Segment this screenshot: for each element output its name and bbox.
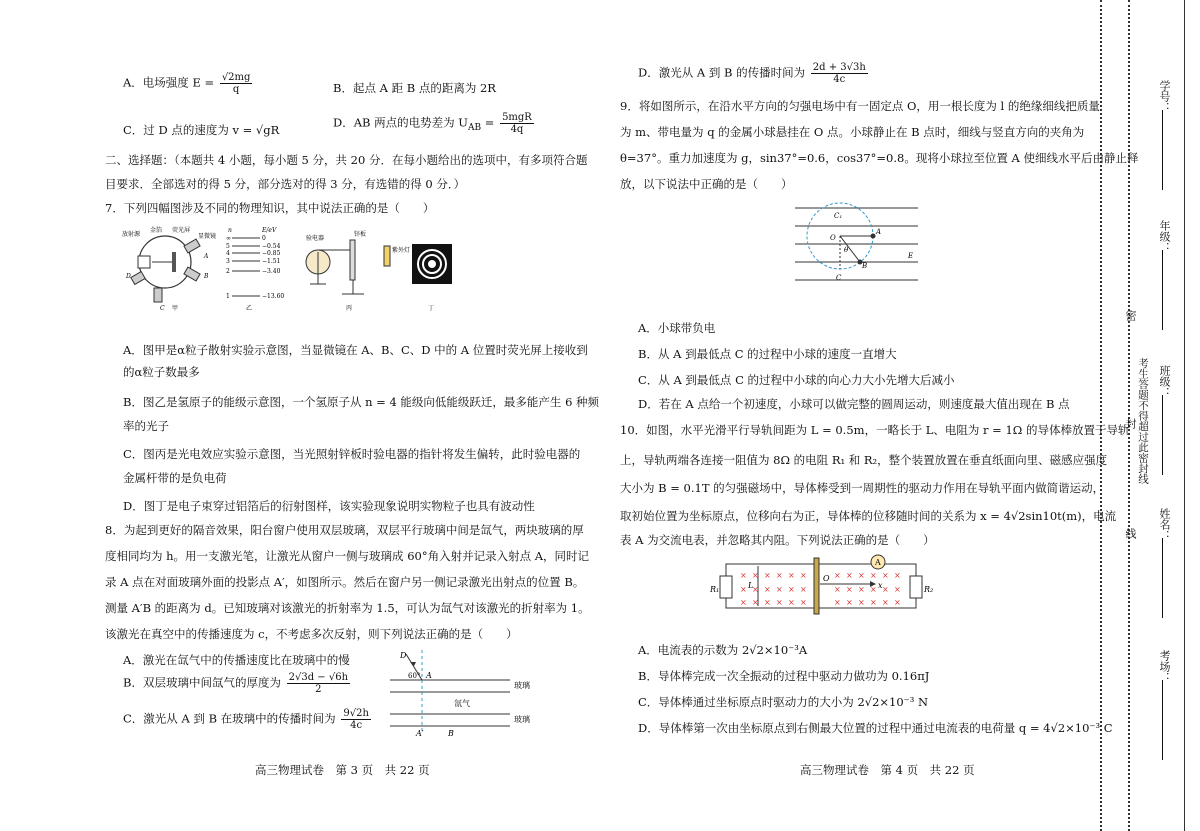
svg-text:×: × [764,571,771,580]
seal-warning: 考生答题不得超过此密封线 [1137,358,1149,484]
q9-stem-2: 为 m、带电量为 q 的金属小球悬挂在 O 点。小球静止在 B 点时，细线与竖直方向的夹角为 [620,125,1085,139]
svg-text:甲: 甲 [172,305,179,312]
svg-text:×: × [800,571,807,580]
svg-text:×: × [800,585,807,594]
q9-option-b: B．从 A 到最低点 C 的过程中小球的速度一直增大 [638,347,897,361]
svg-text:×: × [740,585,747,594]
svg-text:3: 3 [226,258,230,265]
q7-stem: 7．下列四幅图涉及不同的物理知识，其中说法正确的是（ ） [105,201,435,215]
q10-stem-2: 上，导轨两端各连接一阻值为 8Ω 的电阻 R₁ 和 R₂，整个装置放置在垂直纸面向里、磁感应强度 [620,453,1108,467]
svg-text:×: × [752,598,759,607]
svg-text:D: D [126,273,131,280]
svg-text:×: × [764,585,771,594]
svg-text:×: × [858,585,865,594]
svg-text:放射源: 放射源 [122,231,141,238]
q7-option-c-line2: 金属杆带的是负电荷 [123,471,227,485]
svg-text:×: × [800,598,807,607]
figure-energy-levels [226,227,284,312]
svg-text:−0.85: −0.85 [262,250,281,257]
svg-text:B: B [862,262,868,270]
student-id-blank[interactable] [1162,110,1163,190]
svg-text:×: × [870,585,877,594]
q8-stem-1: 8．为起到更好的隔音效果，阳台窗户使用双层玻璃，双层平行玻璃中间是氙气，两块玻璃的厚 [105,523,584,537]
svg-text:丙: 丙 [346,305,353,312]
grade-blank[interactable] [1162,250,1163,330]
q8-stem-2: 度相同均为 h。用一支激光笔，让激光从窗户一侧与玻璃成 60°角入射并记录入射点 A，同时记 [105,549,590,563]
svg-text:A: A [875,558,881,567]
section2-line1: 二、选择题：（本题共 4 小题，每小题 5 分，共 20 分．在每小题给出的选项中，有多项符合题 [105,153,588,167]
name-blank[interactable] [1162,538,1163,618]
svg-text:C: C [160,305,165,312]
q8-stem-5: 该激光在真空中的传播速度为 c，不考虑多次反射，则下列说法正确的是（ ） [105,627,518,641]
svg-text:×: × [834,585,841,594]
q7-option-c-line1: C．图丙是光电效应实验示意图，当光照射锌板时验电器的指针将发生偏转，此时验电器的 [123,447,581,461]
svg-text:×: × [882,598,889,607]
svg-text:荧光屏: 荧光屏 [172,227,191,234]
svg-text:D: D [400,651,407,660]
seal-line-inner [1100,0,1102,831]
svg-text:×: × [740,598,747,607]
svg-text:×: × [776,571,783,580]
svg-text:×: × [776,585,783,594]
figure-electron-diffraction [412,244,452,312]
q9-stem-1: 9．将如图所示，在沿水平方向的匀强电场中有一固定点 O，用一根长度为 l 的绝缘细线把质量 [620,99,1100,113]
svg-text:×: × [882,585,889,594]
q10-stem-1: 10．如图，水平光滑平行导轨间距为 L = 0.5m，一略长于 L、电阻为 r = 1Ω 的导体棒放置于导轨 [620,423,1130,437]
q8-option-b: B．双层玻璃中间氙气的厚度为 $\frac{2√3d - √6h}{2}$ [123,672,349,695]
svg-text:A: A [426,671,432,680]
figure-alpha-scattering [122,226,216,312]
svg-text:×: × [788,571,795,580]
q10-figure [710,548,960,618]
exam-room-blank[interactable] [1162,680,1163,760]
class-blank[interactable] [1162,395,1163,475]
seal-line-outer [1128,0,1130,831]
seal-char-xian: 线 [1124,528,1137,539]
svg-text:×: × [740,571,747,580]
svg-text:−13.60: −13.60 [262,293,285,300]
q10-option-a: A．电流表的示数为 2√2×10⁻³A [638,643,808,657]
svg-text:×: × [846,585,853,594]
svg-text:L: L [748,581,754,590]
class-label: 班级： [1158,365,1171,398]
svg-text:×: × [870,571,877,580]
q6-option-c: C．过 D 点的速度为 v = √gR [123,123,280,137]
q7-option-b-line1: B．图乙是氢原子的能级示意图，一个氢原子从 n = 4 能级向低能级跃迁，最多能产生 6 种频 [123,395,600,409]
svg-text:×: × [788,585,795,594]
q8-option-c: C．激光从 A 到 B 在玻璃中的传播时间为 $\frac{9√2h}{4c}$ [123,708,369,731]
svg-text:0: 0 [262,235,266,242]
svg-text:B: B [448,729,454,738]
q7-figures [110,222,460,312]
margin-border [1184,0,1185,831]
q9-option-c: C．从 A 到最低点 C 的过程中小球的向心力大小先增大后减小 [638,373,955,387]
q8-option-d: D．激光从 A 到 B 的传播时间为 $\frac{2d + 3√3h}{4c}$ [638,62,866,85]
svg-text:×: × [776,598,783,607]
svg-text:×: × [882,571,889,580]
svg-text:×: × [788,598,795,607]
svg-text:2: 2 [226,268,230,275]
figure-photoelectric [306,230,410,312]
q7-option-a-line1: A．图甲是α粒子散射实验示意图，当显微镜在 A、B、C、D 中的 A 位置时荧光屏上接收到 [123,343,588,357]
seal-char-mi: 密 [1124,310,1137,321]
svg-text:×: × [834,571,841,580]
svg-text:×: × [764,598,771,607]
svg-text:×: × [858,598,865,607]
svg-text:×: × [894,585,901,594]
svg-text:B: B [204,273,209,280]
svg-text:×: × [752,585,759,594]
q10-stem-4: 取初始位置为坐标原点，位移向右为正，导体棒的位移随时间的关系为 x = 4√2sin10t(m)，电流 [620,509,1117,523]
q10-stem-5: 表 A 为交流电表，并忽略其内阻。下列说法正确的是（ ） [620,533,935,547]
q7-option-b-line2: 率的光子 [123,419,169,433]
section2-line2: 目要求．全部选对的得 5 分，部分选对的得 3 分，有选错的得 0 分．） [105,177,466,191]
svg-text:θ: θ [844,246,849,254]
svg-text:×: × [752,571,759,580]
seal-char-feng: 封 [1124,418,1137,429]
svg-text:氙气: 氙气 [454,699,470,708]
q9-option-d: D．若在 A 点给一个初速度，小球可以做完整的圆周运动，则速度最大值出现在 B 点 [638,397,1070,411]
q7-option-a-line2: 的α粒子数最多 [123,365,200,379]
svg-text:R₁: R₁ [710,585,720,594]
svg-text:E: E [908,252,914,260]
q8-option-a: A．激光在氙气中的传播速度比在玻璃中的慢 [123,653,350,667]
name-label: 姓名： [1158,508,1171,541]
exam-room-label: 考场： [1158,650,1171,683]
svg-text:×: × [846,571,853,580]
q8-figure [380,648,555,740]
svg-text:C: C [836,274,842,282]
page-footer-left: 高三物理试卷 第 3 页 共 22 页 [255,763,430,777]
svg-text:x: x [878,581,883,590]
svg-text:×: × [894,571,901,580]
svg-text:验电器: 验电器 [306,235,325,242]
svg-text:1: 1 [226,293,230,300]
svg-text:丁: 丁 [428,305,435,312]
svg-text:n: n [228,227,232,234]
svg-text:−3.40: −3.40 [262,268,281,275]
svg-text:玻璃: 玻璃 [514,715,530,724]
svg-text:C₁: C₁ [834,212,843,220]
q9-figure [790,198,925,290]
q7-option-d: D．图丁是电子束穿过铝箔后的衍射图样，该实验现象说明实物粒子也具有波动性 [123,499,535,513]
svg-text:×: × [858,571,865,580]
q6-option-a: A．电场强度 E = $\frac{√2mg}{q}$ [123,72,251,95]
q10-option-b: B．导体棒完成一次全振动的过程中驱动力做功为 0.16πJ [638,669,930,683]
svg-text:60°: 60° [408,672,421,680]
svg-text:O: O [823,574,830,583]
svg-text:O: O [830,234,836,242]
svg-text:4: 4 [226,250,230,257]
grade-label: 年级： [1158,220,1171,253]
svg-text:5: 5 [226,243,230,250]
q6-option-d: D．AB 两点的电势差为 $U_{AB}$ = $\frac{\text{5mgR}}{4q}$ [333,112,532,135]
q6-option-b: B．起点 A 距 B 点的距离为 2R [333,81,496,95]
svg-text:A: A [204,253,209,260]
q10-option-c: C．导体棒通过坐标原点时驱动力的大小为 2√2×10⁻³ N [638,695,929,709]
svg-text:R₂: R₂ [924,585,934,594]
q9-option-a: A．小球带负电 [638,321,716,335]
svg-text:−1.51: −1.51 [262,258,281,265]
svg-text:A′: A′ [416,729,424,738]
svg-text:乙: 乙 [246,305,253,312]
q10-stem-3: 大小为 B = 0.1T 的匀强磁场中，导体棒受到一周期性的驱动力作用在导轨平面内做简谐运动， [620,481,1105,495]
student-id-label: 学号： [1158,80,1171,113]
q10-option-d: D．导体棒第一次由坐标原点到右侧最大位置的过程中通过电流表的电荷量 q = 4√2×10⁻³ C [638,721,1113,735]
svg-text:紫外灯: 紫外灯 [392,247,411,254]
svg-text:×: × [894,598,901,607]
svg-text:金箔: 金箔 [150,227,163,234]
q9-stem-3: θ=37°。重力加速度为 g，sin37°=0.6，cos37°=0.8。现将小球拉至位置 A 使细线水平后由静止释 [620,151,1139,165]
binding-margin [1100,0,1200,831]
svg-text:×: × [846,598,853,607]
svg-text:∞: ∞ [226,235,231,242]
svg-text:A: A [876,228,882,236]
svg-text:锌板: 锌板 [354,231,367,238]
svg-text:×: × [834,598,841,607]
svg-text:×: × [870,598,877,607]
q8-stem-3: 录 A 点在对面玻璃外面的投影点 A′，如图所示。然后在窗户另一侧记录激光出射点的位置 B。 [105,575,585,589]
svg-text:−0.54: −0.54 [262,243,281,250]
q9-stem-4: 放，以下说法中正确的是（ ） [620,177,793,191]
svg-text:E/eV: E/eV [262,227,277,234]
q8-stem-4: 测量 A′B 的距离为 d。已知玻璃对该激光的折射率为 1.5，可认为氙气对该激光的折射率为 1。 [105,601,590,615]
svg-text:玻璃: 玻璃 [514,681,530,690]
page-footer-right: 高三物理试卷 第 4 页 共 22 页 [800,763,975,777]
svg-text:显微镜: 显微镜 [198,233,217,240]
